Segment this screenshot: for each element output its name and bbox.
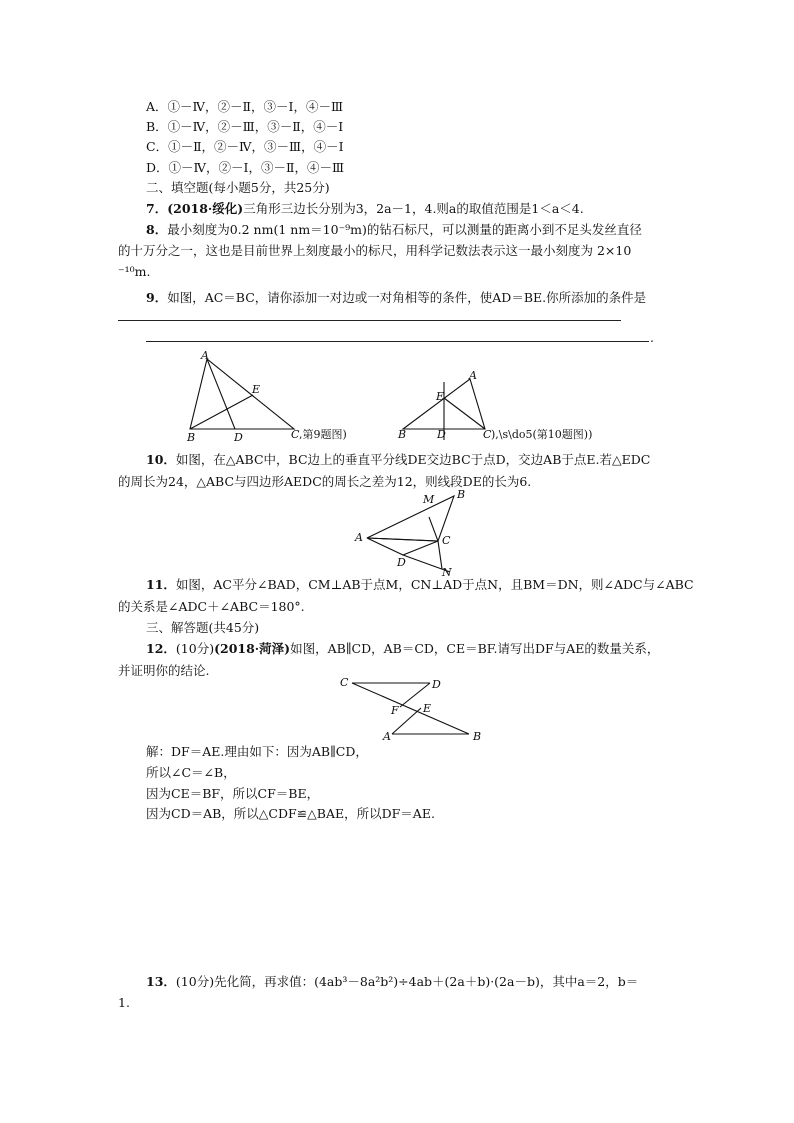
- figure-11: [350, 486, 480, 578]
- fig12-label-a: A: [383, 730, 391, 743]
- solution-12-line3: 因为CE＝BF，所以CF＝BE，: [146, 786, 320, 801]
- q13-number: 13．: [146, 974, 176, 989]
- q12-number: 12．: [146, 641, 176, 656]
- question-10-line2: 的周长为24，△ABC与四边形AEDC的周长之差为12，则线段DE的长为6.: [118, 474, 532, 489]
- question-11-line1: [146, 577, 694, 593]
- question-13-line2: 1.: [118, 995, 130, 1010]
- q8-number: 8．: [146, 222, 168, 237]
- fig9-caption: ,第9题图): [299, 428, 347, 441]
- choice-a: A．①－Ⅳ，②－Ⅱ，③－Ⅰ，④－Ⅲ: [146, 99, 344, 114]
- question-10-line1: [146, 452, 650, 468]
- q11-text-1: 如图，AC平分∠BAD，CM⊥AB于点M，CN⊥AD于点N，且BM＝DN，则∠ADC与∠ABC: [175, 577, 694, 592]
- question-9: [146, 290, 646, 306]
- choice-d: D．①－Ⅳ，②－Ⅰ，③－Ⅱ，④－Ⅲ: [146, 160, 344, 175]
- fig9-triangle-abc: [190, 359, 294, 429]
- q7-source: (2018·绥化): [167, 201, 244, 216]
- fig12-label-d: D: [432, 678, 441, 691]
- fig10-label-c: C: [483, 428, 492, 441]
- answer-line-end: .: [650, 330, 654, 345]
- q9-text: 如图，AC＝BC，请你添加一对边或一对角相等的条件，使AD＝BE.你所添加的条件是: [167, 290, 647, 305]
- solution-12-line4: 因为CD＝AB，所以△CDF≌△BAE，所以DF＝AE.: [146, 806, 435, 821]
- answer-line-1: [118, 320, 621, 321]
- q10-text-1: 如图，在△ABC中，BC边上的垂直平分线DE交边BC于点D，交边AB于点E.若△EDC: [175, 452, 651, 467]
- section2-heading: 二、填空题(每小题5分，共25分): [146, 180, 330, 195]
- fig9-segment-ad: [207, 359, 235, 429]
- question-12-line2: 并证明你的结论.: [118, 663, 210, 678]
- question-7: [146, 201, 584, 217]
- q12-score: (10分): [175, 641, 215, 656]
- fig12-label-f: F: [391, 704, 399, 717]
- q7-number: 7．: [146, 201, 168, 216]
- fig11-label-m: M: [423, 493, 435, 506]
- fig12-label-e: E: [423, 702, 432, 715]
- fig11-label-c: C: [442, 534, 451, 547]
- section3-heading: 三、解答题(共45分): [146, 620, 260, 635]
- fig9-label-b: B: [187, 431, 196, 444]
- question-8-line2: 的十万分之一，这也是目前世界上刻度最小的标尺，用科学记数法表示这一最小刻度为 2×10: [118, 243, 632, 258]
- fig11-label-a: A: [355, 531, 363, 544]
- fig12-label-c: C: [340, 676, 349, 689]
- q9-number: 9．: [146, 290, 168, 305]
- fig10-label-e: E: [436, 390, 445, 403]
- figure-12: [335, 674, 495, 744]
- fig10-segment-ec: [444, 398, 485, 429]
- q8-text-1: 最小刻度为0.2 nm(1 nm＝10⁻⁹m)的钻石标尺，可以测量的距离小到不足头发丝直径: [167, 222, 642, 237]
- fig12-label-b: B: [473, 730, 482, 743]
- fig9-segment-be: [190, 395, 253, 429]
- q10-number: 10．: [146, 452, 176, 467]
- fig9-label-a: A: [201, 349, 209, 362]
- question-13-line1: [146, 974, 638, 990]
- solution-12-line1: 解：DF＝AE.理由如下：因为AB∥CD，: [146, 744, 368, 759]
- fig10-label-b: B: [398, 428, 407, 441]
- fig11-label-b: B: [457, 488, 466, 501]
- fig9-label-d: D: [234, 431, 243, 444]
- q12-source: (2018·菏泽): [214, 641, 291, 656]
- fig9-label-c: C: [291, 428, 300, 441]
- q12-text-1: 如图，AB∥CD，AB＝CD，CE＝BF.请写出DF与AE的数量关系，: [290, 641, 660, 656]
- choice-c: C．①－Ⅱ，②－Ⅳ，③－Ⅲ，④－Ⅰ: [146, 139, 344, 154]
- fig11-label-d: D: [397, 556, 406, 569]
- fig11-label-n: N: [442, 566, 452, 578]
- fig10-caption: ),\s\do5(第10题图)): [491, 428, 593, 441]
- figure-10: [397, 369, 592, 441]
- q11-number: 11．: [146, 577, 176, 592]
- fig12-segment-cb: [352, 683, 469, 734]
- q7-text: 三角形三边长分别为3，2a－1，4.则a的取值范围是1＜a＜4.: [243, 201, 584, 216]
- question-8-line3: ⁻¹⁰m.: [118, 264, 151, 279]
- question-8-line1: [146, 222, 642, 238]
- q13-text-1: (10分)先化简，再求值：(4ab³－8a²b²)÷4ab＋(2a＋b)·(2a－b)，其中a＝2，b＝: [175, 974, 639, 989]
- figure-9: [186, 349, 347, 444]
- fig11-triangle-adc: [367, 538, 438, 555]
- fig9-label-e: E: [252, 383, 261, 396]
- solution-12-line2: 所以∠C＝∠B，: [146, 765, 236, 780]
- fig10-label-d: D: [437, 428, 446, 441]
- question-12-line1: [146, 641, 659, 657]
- fig10-label-a: A: [469, 369, 477, 382]
- fig11-triangle-abc: [367, 496, 454, 541]
- choice-b: B．①－Ⅳ，②－Ⅲ，③－Ⅱ，④－Ⅰ: [146, 119, 344, 134]
- figures-9-10: [180, 345, 680, 445]
- answer-line-2: [146, 341, 649, 342]
- question-11-line2: 的关系是∠ADC＋∠ABC＝180°.: [118, 599, 305, 614]
- fig11-segment-cm: [429, 517, 438, 541]
